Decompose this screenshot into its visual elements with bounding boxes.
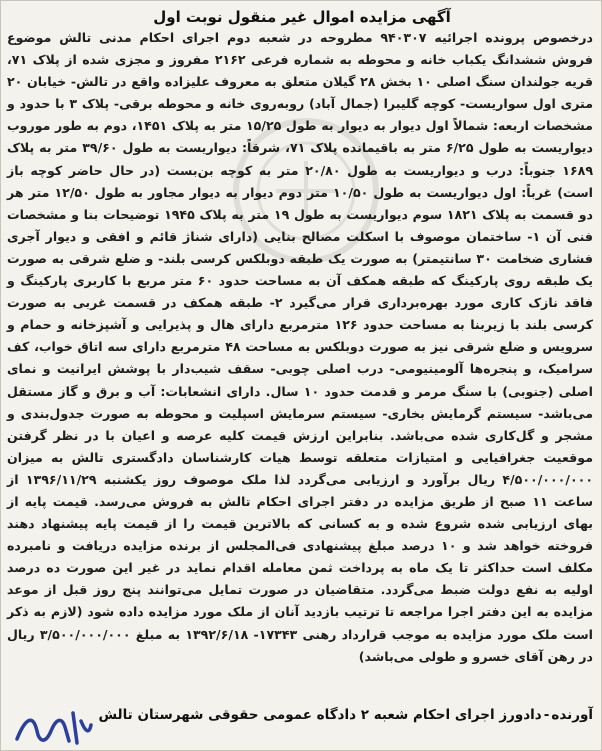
notice-body: درخصوص پرونده اجرائیه ۹۴۰۳۰۷ مطروحه در شعبه دوم اجرای احکام مدنی تالش موضوع فروش ششدانگ یکباب خانه و محوطه به شماره فرعی ۲۱۶۲ مفروز و مجزی شده از پلاک ۷۱، قریه جولندان سنگ اصلی ۱۰ بخش ۲۸ گیلان متعلق به معروف علیزاده واقع در تالش- خیابان ۲۰ متری اول سواریست- کوچه گلیبرا (جمال آباد) روبه‌روی خانه و محوطه برقی- پلاک ۳ با حدود و مشخصات اربعه: شمالاً اول دیوار به دیوار به طول ۱۵/۲۵ متر به پلاک ۱۴۵۱، دوم به طور موروب دیواریست به طول ۶/۲۵ متر به باقیمانده پلاک ۷۱، شرقاً: دیواریست به طول ۳۹/۶۰ متر به پلاک ۱۶۸۹ جنوباً: درب و دیواریست به طول ۲۰/۸۰ متر به کوچه بن‌بست (در حال حاضر کوچه باز است) غرباً: اول دیواریست به طول ۱۰/۵۰ متر دوم دیوار به دیوار مجاور به طول ۱۲/۵۰ متر هر دو قسمت به پلاک ۱۸۲۱ سوم دیواریست به طول ۱۹ متر به پلاک ۱۹۴۵ توضیحات بنا و مشخصات فنی آن ۱- ساختمان موصوف با اسکلت مصالح بنایی (دارای شناژ قائم و افقی و دیوار آجری فشاری ضخامت ۳۰ سانتیمتر) به صورت یک طبقه دوبلکس کرسی بلند- و ضلع شرقی به صورت یک طبقه روی پارکینگ که طبقه همکف آن به مساحت حدود ۶۰ متر مربع با کاربری پارکینگ و فاقد نازک کاری مورد بهره‌برداری قرار می‌گیرد ۲- طبقه همکف در قسمت غربی به صورت کرسی بلند با زیربنا به مساحت حدود ۱۲۶ مترمربع دارای هال و پذیرایی و آشپزخانه و حمام و سرویس و ضلع شرقی نیز به صورت دوبلکس به مساحت ۴۸ مترمربع دارای سه اتاق خواب، کف سرامیک، و پنجره‌ها آلومینیومی- درب اصلی چوبی- سقف شیب‌دار با پوشش ایرانیت و نمای اصلی (جنوبی) با سنگ مرمر و قدمت حدود ۱۰ سال. دارای انشعابات: آب و برق و گاز مستقل می‌باشد- سیستم گرمایش بخاری- سیستم سرمایش اسپلیت و محوطه به صورت جدول‌بندی و مشجر و گل‌کاری شده می‌باشد. بنابراین ارزش قیمت کلیه عرصه و اعیان با در نظر گرفتن موقعیت جغرافیایی و امتیازات متعلقه توسط هیات کارشناسان دادگستری تالش به میزان ۴/۵۰۰/۰۰۰/۰۰۰ ریال برآورد و ارزیابی می‌گردد لذا ملک موصوف روز یکشنبه ۱۳۹۶/۱۱/۲۹ از ساعت ۱۱ صبح از طریق مزایده در دفتر اجرای احکام تالش به فروش می‌رسد. قیمت پایه از بهای ارزیابی شده شروع شده و به کسانی که بالاترین قیمت را از قیمت پایه پیشنهاد دهند فروخته خواهد شد و ۱۰ درصد مبلغ پیشنهادی فی‌المجلس از برنده مزایده دریافت و نامبرده مکلف است حداکثر تا یک ماه به پرداخت ثمن معامله اقدام نماید در غیر این صورت ده درصد اولیه به نفع دولت ضبط می‌گردد. متقاضیان در صورت تمایل می‌توانند پنج روز قبل از موعد مزایده به این دفتر اجرا مراجعه تا ترتیب بازدید آنان از ملک مورد مزایده داده شود (لازم به ذکر است ملک مورد مزایده به موجب قرارداد رهنی ۱۷۳۴۳- ۱۳۹۲/۶/۱۸ به مبلغ ۳/۵۰۰/۰۰۰/۰۰۰ ریال در رهن آقای خسرو و طولی می‌باشد) [7, 30, 594, 664]
closing-role: آورنده [551, 707, 593, 723]
notice-title-bar [121, 5, 483, 29]
handwritten-mark [11, 701, 93, 751]
notice-title: آگهی مزایده اموال غیر منقول نوبت اول [153, 8, 451, 26]
closing-office: دادورز اجرای احکام شعبه ۲ دادگاه عمومی حقوقی شهرستان تالش [98, 707, 542, 723]
notice-signature-line: آورنده-دادورز اجرای احکام شعبه ۲ دادگاه عمومی حقوقی شهرستان تالش [98, 707, 593, 723]
